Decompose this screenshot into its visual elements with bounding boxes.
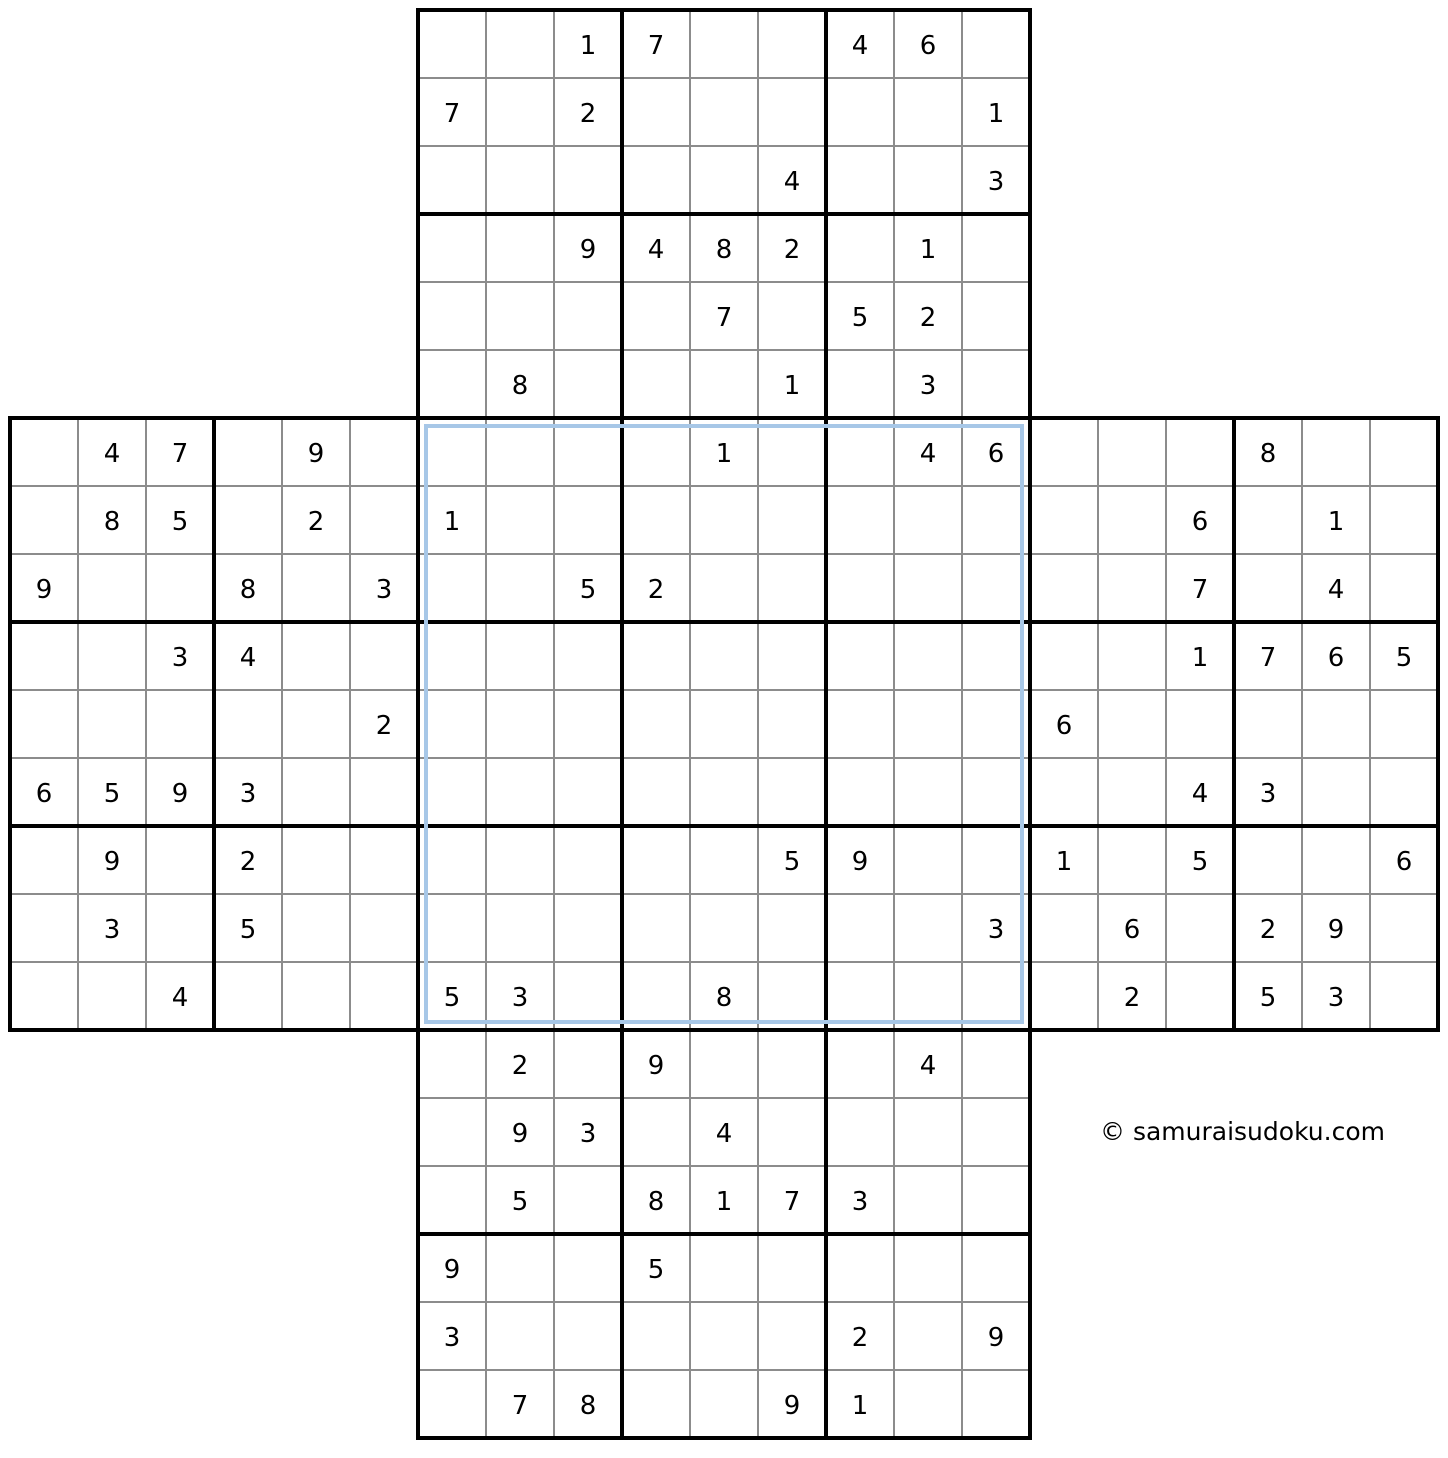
given-digit: 5 <box>1395 643 1413 673</box>
given-digit: 1 <box>1327 507 1345 537</box>
given-digit: 5 <box>511 1187 529 1217</box>
given-digit: 3 <box>1327 983 1345 1013</box>
given-digit: 5 <box>103 779 121 809</box>
given-digit: 5 <box>579 575 597 605</box>
box-border-lines <box>10 10 1438 1438</box>
given-digit: 1 <box>443 507 461 537</box>
given-digit: 1 <box>579 31 597 61</box>
given-digit: 5 <box>851 303 869 333</box>
given-digit: 7 <box>443 99 461 129</box>
given-digit: 8 <box>103 507 121 537</box>
given-digit: 8 <box>1259 439 1277 469</box>
given-digit: 4 <box>1191 779 1209 809</box>
given-digit: 3 <box>511 983 529 1013</box>
given-digit: 3 <box>1259 779 1277 809</box>
given-digit: 3 <box>443 1323 461 1353</box>
given-digit: 3 <box>987 915 1005 945</box>
given-digit: 3 <box>987 167 1005 197</box>
given-digit: 1 <box>919 235 937 265</box>
cell-digits <box>36 31 1413 1421</box>
given-digit: 9 <box>783 1391 801 1421</box>
given-digit: 7 <box>783 1187 801 1217</box>
given-digit: 9 <box>579 235 597 265</box>
given-digit: 4 <box>103 439 121 469</box>
given-digit: 7 <box>171 439 189 469</box>
given-digit: 8 <box>647 1187 665 1217</box>
given-digit: 4 <box>851 31 869 61</box>
given-digit: 4 <box>919 439 937 469</box>
given-digit: 7 <box>1259 643 1277 673</box>
center-grid-frame <box>426 426 1022 1022</box>
given-digit: 4 <box>919 1051 937 1081</box>
given-digit: 5 <box>171 507 189 537</box>
given-digit: 7 <box>511 1391 529 1421</box>
given-digit: 9 <box>987 1323 1005 1353</box>
copyright-text: © samuraisudoku.com <box>1100 1117 1385 1146</box>
given-digit: 8 <box>239 575 257 605</box>
given-digit: 5 <box>647 1255 665 1285</box>
given-digit: 1 <box>1191 643 1209 673</box>
given-digit: 6 <box>987 439 1005 469</box>
given-digit: 4 <box>715 1119 733 1149</box>
given-digit: 6 <box>919 31 937 61</box>
given-digit: 4 <box>239 643 257 673</box>
given-digit: 2 <box>919 303 937 333</box>
given-digit: 2 <box>783 235 801 265</box>
center-grid-highlight <box>426 426 1022 1022</box>
given-digit: 6 <box>35 779 53 809</box>
given-digit: 2 <box>647 575 665 605</box>
given-digit: 9 <box>103 847 121 877</box>
given-digit: 3 <box>579 1119 597 1149</box>
given-digit: 6 <box>1191 507 1209 537</box>
given-digit: 2 <box>1259 915 1277 945</box>
given-digit: 7 <box>647 31 665 61</box>
given-digit: 3 <box>919 371 937 401</box>
given-digit: 1 <box>1055 847 1073 877</box>
given-digit: 1 <box>715 439 733 469</box>
given-digit: 8 <box>715 983 733 1013</box>
given-digit: 6 <box>1327 643 1345 673</box>
given-digit: 6 <box>1055 711 1073 741</box>
given-digit: 4 <box>171 983 189 1013</box>
given-digit: 2 <box>511 1051 529 1081</box>
given-digit: 5 <box>1259 983 1277 1013</box>
given-digit: 1 <box>987 99 1005 129</box>
given-digit: 3 <box>239 779 257 809</box>
given-digit: 2 <box>375 711 393 741</box>
given-digit: 6 <box>1123 915 1141 945</box>
given-digit: 3 <box>171 643 189 673</box>
given-digit: 8 <box>511 371 529 401</box>
given-digit: 2 <box>851 1323 869 1353</box>
given-digit: 9 <box>511 1119 529 1149</box>
given-digit: 3 <box>851 1187 869 1217</box>
thin-grid-lines <box>10 10 1438 1438</box>
given-digit: 1 <box>715 1187 733 1217</box>
given-digit: 7 <box>1191 575 1209 605</box>
given-digit: 8 <box>715 235 733 265</box>
given-digit: 5 <box>1191 847 1209 877</box>
given-digit: 1 <box>783 371 801 401</box>
given-digit: 3 <box>375 575 393 605</box>
given-digit: 2 <box>1123 983 1141 1013</box>
given-digit: 9 <box>307 439 325 469</box>
given-digit: 9 <box>647 1051 665 1081</box>
given-digit: 5 <box>783 847 801 877</box>
given-digit: 2 <box>239 847 257 877</box>
given-digit: 5 <box>239 915 257 945</box>
given-digit: 3 <box>103 915 121 945</box>
given-digit: 9 <box>1327 915 1345 945</box>
given-digit: 5 <box>443 983 461 1013</box>
given-digit: 9 <box>171 779 189 809</box>
given-digit: 8 <box>579 1391 597 1421</box>
given-digit: 2 <box>579 99 597 129</box>
given-digit: 6 <box>1395 847 1413 877</box>
given-digit: 7 <box>715 303 733 333</box>
given-digit: 9 <box>443 1255 461 1285</box>
given-digit: 2 <box>307 507 325 537</box>
given-digit: 4 <box>647 235 665 265</box>
given-digit: 9 <box>35 575 53 605</box>
given-digit: 9 <box>851 847 869 877</box>
given-digit: 4 <box>783 167 801 197</box>
given-digit: 1 <box>851 1391 869 1421</box>
given-digit: 4 <box>1327 575 1345 605</box>
